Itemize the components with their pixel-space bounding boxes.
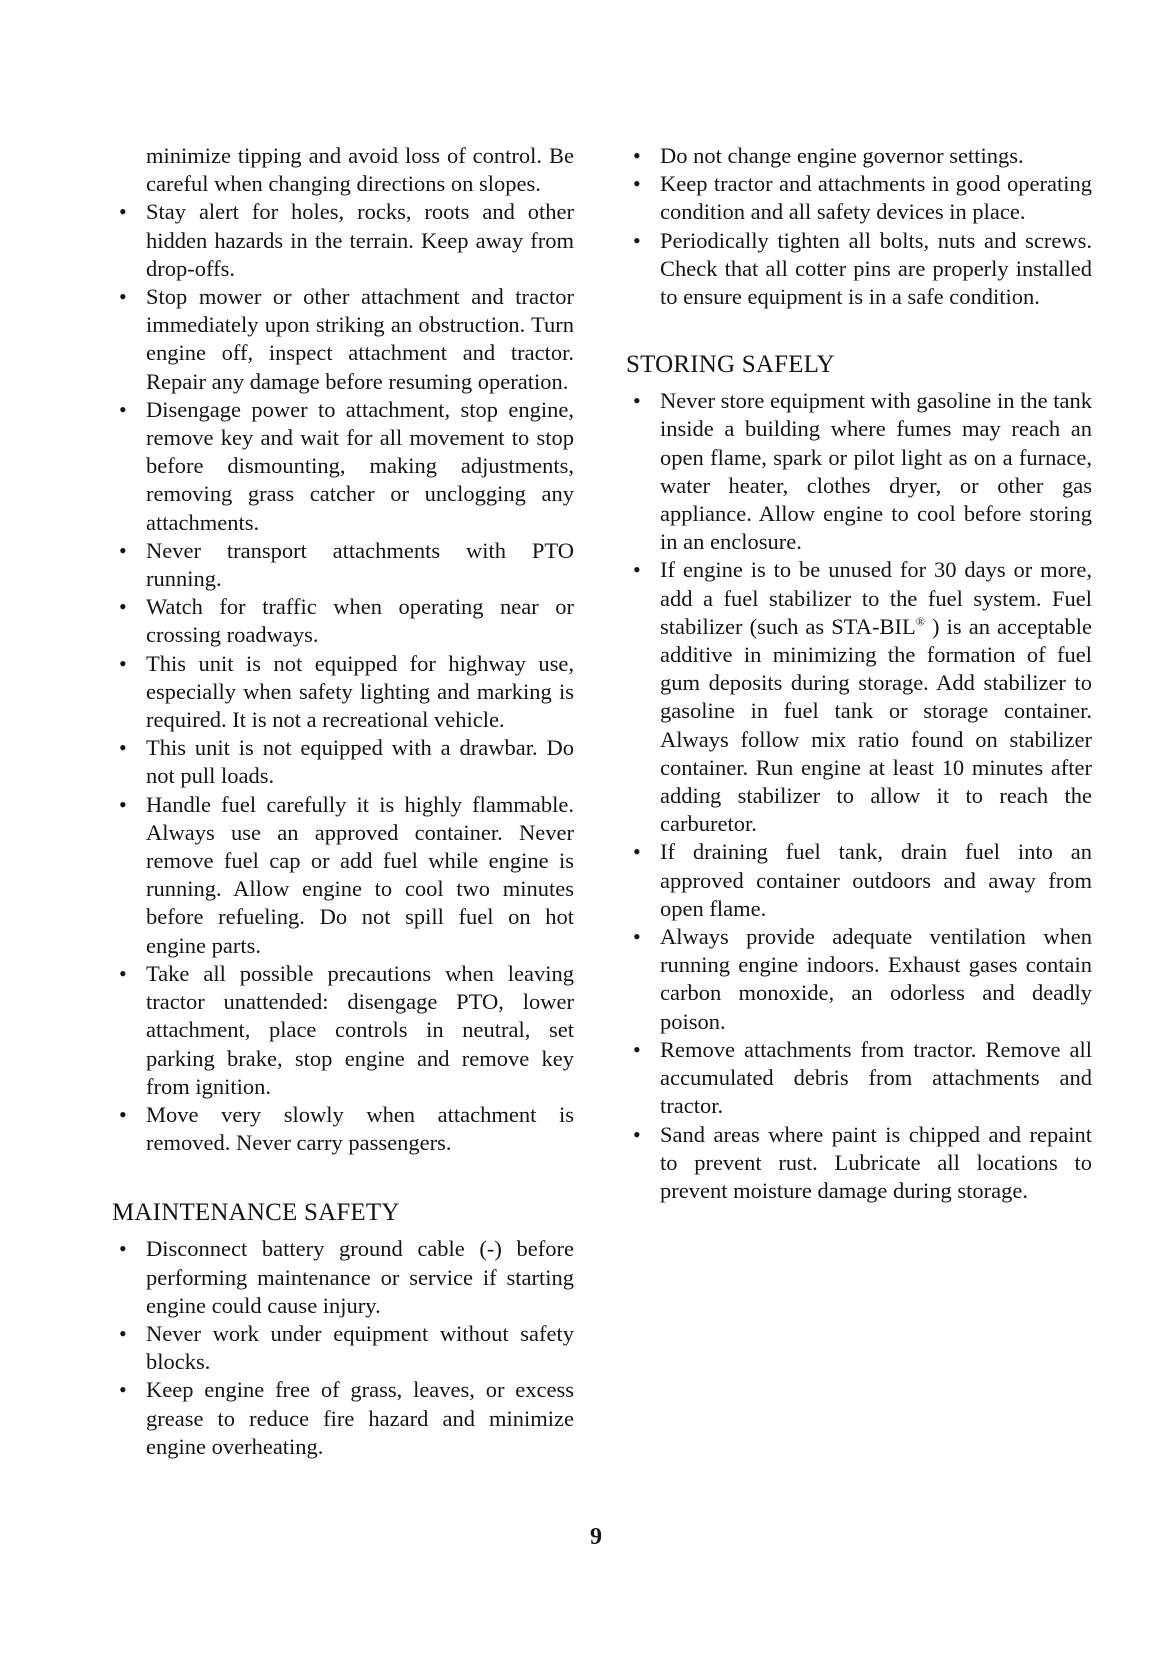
maintenance-safety-list-continued <box>626 142 1092 311</box>
page-number: 9 <box>590 1524 602 1550</box>
stabilizer-list-item <box>626 556 1092 838</box>
list-item: • Always provide adequate ventilation when running engine indoors. Exhaust gases contain carbon monoxide, an odorless and deadly poison. <box>626 923 1092 1036</box>
list-item: • Handle fuel carefully it is highly flammable. Always use an approved container. Never remove fuel cap or add fuel while engine is running. Allow engine to cool two minutes before refueling. Do not spill fuel on hot engine parts. <box>112 791 574 960</box>
storing-safely-heading: STORING SAFELY <box>626 351 835 379</box>
list-item: • Disconnect battery ground cable (-) before performing maintenance or service if starting engine could cause injury. <box>112 1235 574 1320</box>
list-item: • Keep tractor and attachments in good operating condition and all safety devices in place. <box>626 170 1092 226</box>
stabilizer-text-before: If engine is to be unused for 30 days or more, add a fuel stabilizer to the fuel system. Fuel stabilizer (such as STA-BIL <box>660 557 1092 639</box>
list-item: • Never work under equipment without safety blocks. <box>112 1320 574 1376</box>
list-item: • Stay alert for holes, rocks, roots and other hidden hazards in the terrain. Keep away from drop-offs. <box>112 198 574 283</box>
list-item: • Never store equipment with gasoline in the tank inside a building where fumes may reach an open flame, spark or pilot light as on a furnace, water heater, clothes dryer, or other gas appliance. Allow engine to cool before storing in an enclosure. <box>626 387 1092 556</box>
list-item: • Stop mower or other attachment and tractor immediately upon striking an obstruction. Turn engine off, inspect attachment and tractor. Repair any damage before resuming operation. <box>112 283 574 396</box>
left-column <box>112 142 574 1461</box>
list-item: • Never transport attachments with PTO running. <box>112 537 574 593</box>
list-item: • If draining fuel tank, drain fuel into an approved container outdoors and away from open flame. <box>626 838 1092 923</box>
stabilizer-text-after: ) is an acceptable additive in minimizing the formation of fuel gum deposits during storage. Add stabilizer to gasoline in fuel tank or storage container. Always follow mix ratio found on stabilizer container. Run engine at least 10 minutes after adding stabilizer to allow it to reach the carburetor. <box>660 613 1092 837</box>
list-item: • Periodically tighten all bolts, nuts and screws. Check that all cotter pins are properly installed to ensure equipment is in a safe condition. <box>626 227 1092 312</box>
registered-trademark-mark: ® <box>915 614 925 629</box>
list-item: • This unit is not equipped with a drawbar. Do not pull loads. <box>112 734 574 790</box>
storing-safely-list <box>626 387 1092 1205</box>
list-item: • Watch for traffic when operating near or crossing roadways. <box>112 593 574 649</box>
list-item: • Keep engine free of grass, leaves, or excess grease to reduce fire hazard and minimize engine overheating. <box>112 1376 574 1461</box>
maintenance-safety-heading: MAINTENANCE SAFETY <box>112 1199 400 1227</box>
list-item: • Disengage power to attachment, stop engine, remove key and wait for all movement to stop before dismounting, making adjustments, removing grass catcher or unclogging any attachments. <box>112 396 574 537</box>
list-item: • This unit is not equipped for highway use, especially when safety lighting and marking is required. It is not a recreational vehicle. <box>112 650 574 735</box>
list-item: • Move very slowly when attachment is removed. Never carry passengers. <box>112 1101 574 1157</box>
list-item: • Take all possible precautions when leaving tractor unattended: disengage PTO, lower attachment, place controls in neutral, set parking brake, stop engine and remove key from ignition. <box>112 960 574 1101</box>
right-column <box>626 142 1092 1205</box>
operating-safety-list <box>112 198 574 1157</box>
maintenance-safety-list <box>112 1235 574 1461</box>
intro-continuation-paragraph: minimize tipping and avoid loss of control. Be careful when changing directions on slopes. <box>146 143 574 197</box>
list-item: • Sand areas where paint is chipped and repaint to prevent rust. Lubricate all locations to prevent moisture damage during storage. <box>626 1121 1092 1206</box>
list-item: • Do not change engine governor settings. <box>626 142 1092 170</box>
list-item: • Remove attachments from tractor. Remove all accumulated debris from attachments and tractor. <box>626 1036 1092 1121</box>
